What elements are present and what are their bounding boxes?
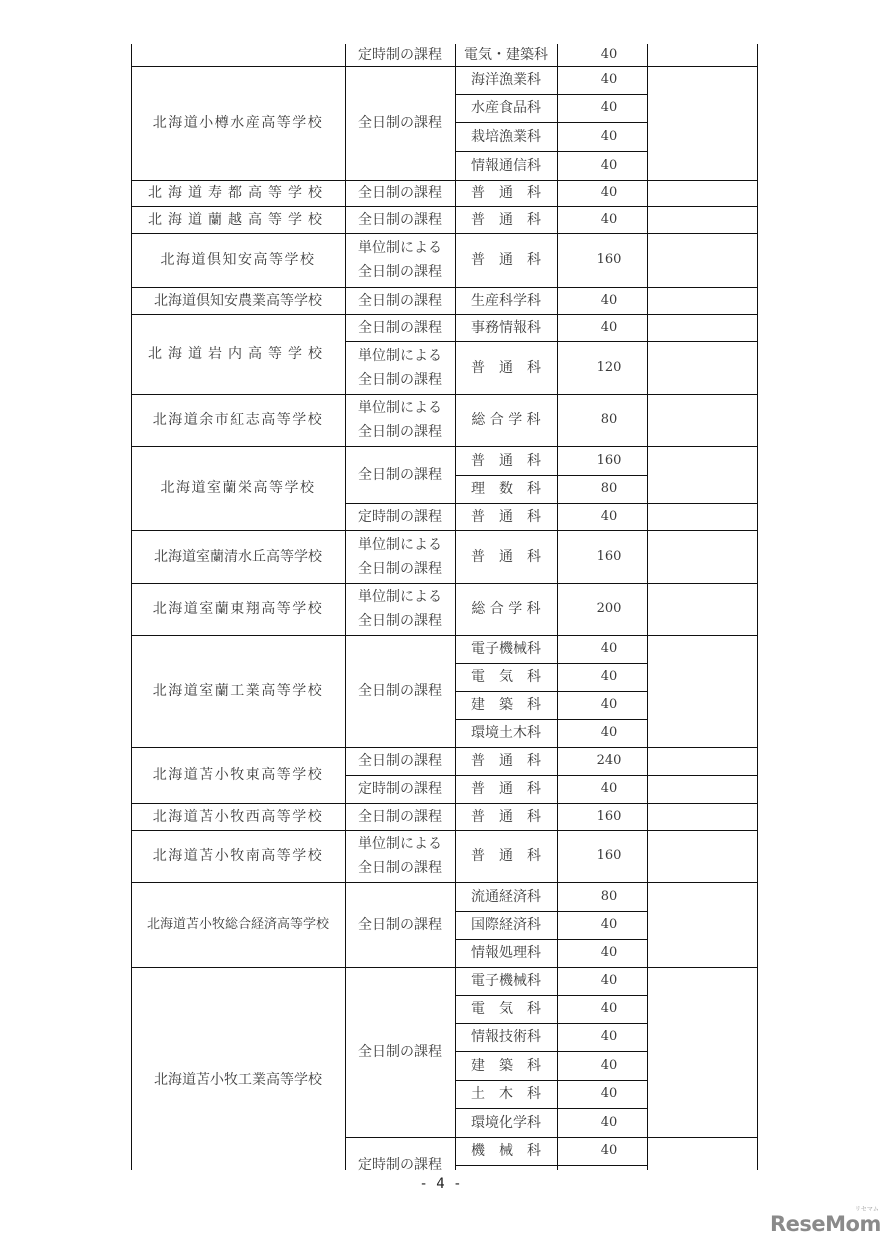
course-type-line: 全日制の課程 <box>358 264 442 280</box>
course-type <box>345 882 455 967</box>
course-type-line: 全日制の課程 <box>358 424 442 440</box>
department-name: 普 通 科 <box>471 359 541 376</box>
capacity-value: 40 <box>600 945 618 960</box>
course-type-line: 全日制の課程 <box>358 115 442 131</box>
page-number: - 4 - <box>419 1176 462 1192</box>
department-name: 総 合 学 科 <box>471 412 541 428</box>
course-type <box>345 287 455 314</box>
capacity-value: 40 <box>600 781 618 796</box>
department-name: 電 気 科 <box>471 1001 541 1017</box>
course-type-line: 定時制の課程 <box>358 508 442 525</box>
capacity-value: 40 <box>600 1029 618 1044</box>
course-type-line: 全日制の課程 <box>358 560 442 577</box>
department-name: 電 気 科 <box>471 669 541 685</box>
logo-ruby: リセマム <box>854 1206 879 1213</box>
department-name: 土 木 科 <box>471 1086 541 1102</box>
school-name: 北海道余市紅志高等学校 <box>152 412 324 428</box>
department-name: 建 築 科 <box>471 697 541 713</box>
course-type-line: 全日制の課程 <box>358 753 442 769</box>
department-name: 普 通 科 <box>471 508 541 525</box>
school-name: 北海道苫小牧西高等学校 <box>152 808 324 825</box>
department-name: 普 通 科 <box>471 848 541 864</box>
capacity-value: 120 <box>596 359 622 375</box>
department-name: 普 通 科 <box>471 548 541 565</box>
course-type-line: 単位制による <box>358 240 442 256</box>
capacity-value: 40 <box>600 1057 618 1073</box>
school-name: 北海道苫小牧工業高等学校 <box>154 1072 322 1088</box>
capacity-value: 40 <box>600 1143 618 1158</box>
course-type-line: 全日制の課程 <box>358 860 442 876</box>
school-name: 北海道室蘭栄高等学校 <box>160 480 316 496</box>
course-type-line: 全日制の課程 <box>358 371 442 388</box>
department-name: 情報技術科 <box>471 1029 541 1045</box>
capacity-value: 40 <box>600 211 618 227</box>
capacity-value: 40 <box>600 1001 618 1016</box>
capacity-value: 40 <box>600 185 618 200</box>
capacity-value: 40 <box>600 917 618 932</box>
department-name: 電子機械科 <box>471 973 541 989</box>
capacity-value: 160 <box>596 808 622 824</box>
capacity-value: 40 <box>600 641 618 656</box>
capacity-value: 40 <box>600 100 618 115</box>
department-name: 電子機械科 <box>471 641 541 657</box>
capacity-value: 200 <box>596 601 622 616</box>
course-type-line: 定時制の課程 <box>358 1157 442 1173</box>
department-name: 普 通 科 <box>471 211 541 228</box>
capacity-value: 160 <box>596 548 622 564</box>
department-name: 水産食品科 <box>471 100 541 116</box>
capacity-value: 40 <box>600 157 618 173</box>
capacity-value: 80 <box>600 481 618 496</box>
department-name: 事務情報科 <box>471 319 541 336</box>
department-name: 国際経済科 <box>471 917 541 933</box>
school-name: 北海道苫小牧南高等学校 <box>152 848 324 864</box>
department-name: 総 合 学 科 <box>471 601 541 617</box>
department-name: 建 築 科 <box>471 1057 541 1074</box>
course-type <box>345 180 455 206</box>
capacity-value: 160 <box>596 252 622 267</box>
course-type-line: 全日制の課程 <box>358 185 442 201</box>
capacity-value: 40 <box>600 128 618 144</box>
rule-line <box>757 44 758 1170</box>
course-type-line: 定時制の課程 <box>358 781 442 797</box>
course-type <box>345 967 455 1137</box>
school-name: 北海道室蘭清水丘高等学校 <box>154 548 322 565</box>
department-name: 栽培漁業科 <box>471 128 541 145</box>
capacity-value: 40 <box>600 319 618 335</box>
school-name: 北海道倶知安農業高等学校 <box>154 292 322 309</box>
course-type <box>345 747 455 775</box>
department-name: 普 通 科 <box>471 781 541 797</box>
course-type-line: 全日制の課程 <box>358 319 442 336</box>
course-type-line: 単位制による <box>358 536 442 553</box>
department-name: 流通経済科 <box>471 888 541 905</box>
course-type-line: 単位制による <box>358 400 442 416</box>
course-type <box>345 803 455 830</box>
rule-line <box>647 44 648 1170</box>
department-name: 情報通信科 <box>471 157 541 174</box>
course-type-line: 全日制の課程 <box>358 613 442 629</box>
department-name: 普 通 科 <box>471 252 541 268</box>
department-name: 海洋漁業科 <box>471 72 541 88</box>
resemom-logo <box>770 1206 881 1236</box>
capacity-value: 160 <box>596 848 622 863</box>
department-name: 普 通 科 <box>471 452 541 469</box>
school-name: 北海道寿都高等学校 <box>148 185 328 201</box>
school-name: 北海道苫小牧総合経済高等学校 <box>146 916 329 932</box>
capacity-value: 240 <box>596 753 622 768</box>
school-name: 北海道室蘭工業高等学校 <box>152 683 324 699</box>
department-name: 環境土木科 <box>471 725 541 741</box>
department-name: 普 通 科 <box>471 185 541 201</box>
course-type <box>345 635 455 747</box>
course-type-line: 全日制の課程 <box>358 808 442 825</box>
course-type <box>345 446 455 503</box>
course-type <box>345 775 455 803</box>
department-name: 理 数 科 <box>471 481 541 497</box>
department-name: 機 械 科 <box>471 1143 541 1159</box>
course-type <box>345 44 455 66</box>
course-type <box>345 314 455 341</box>
course-type-line: 全日制の課程 <box>358 292 442 309</box>
school-name: 北海道小樽水産高等学校 <box>152 115 324 131</box>
course-type <box>345 206 455 233</box>
capacity-value: 40 <box>600 508 618 524</box>
capacity-value: 40 <box>600 697 618 712</box>
department-name: 電気・建築科 <box>464 47 548 63</box>
course-type-line: 定時制の課程 <box>358 47 442 63</box>
department-name: 環境化学科 <box>471 1114 541 1131</box>
capacity-value: 40 <box>600 725 618 740</box>
course-type-line: 全日制の課程 <box>358 211 442 228</box>
capacity-value: 40 <box>600 47 618 62</box>
capacity-value: 40 <box>600 669 618 684</box>
course-type <box>345 503 455 530</box>
course-type <box>345 394 455 446</box>
course-type <box>345 341 455 394</box>
capacity-value: 80 <box>600 888 618 904</box>
course-type-line: 単位制による <box>358 836 442 852</box>
department-name: 普 通 科 <box>471 808 541 825</box>
school-name: 北海道室蘭東翔高等学校 <box>152 601 324 617</box>
capacity-value: 80 <box>600 412 618 427</box>
course-type <box>345 66 455 180</box>
capacity-value: 40 <box>600 292 618 308</box>
course-type-line: 全日制の課程 <box>358 683 442 699</box>
department-name: 情報処理科 <box>471 945 541 961</box>
department-name: 普 通 科 <box>471 753 541 769</box>
course-type-line: 全日制の課程 <box>358 466 442 483</box>
course-type-line: 全日制の課程 <box>358 916 442 933</box>
course-type <box>345 583 455 635</box>
capacity-value: 40 <box>600 1114 618 1130</box>
course-type-line: 単位制による <box>358 347 442 364</box>
department-name: 生産科学科 <box>471 292 541 309</box>
capacity-value: 40 <box>600 72 618 87</box>
logo-text: ReseMom <box>770 1212 881 1236</box>
school-name: 北海道苫小牧東高等学校 <box>152 767 324 783</box>
course-type-line: 全日制の課程 <box>358 1044 442 1060</box>
school-name: 北海道倶知安高等学校 <box>160 252 316 268</box>
course-type <box>345 233 455 287</box>
course-type-line: 単位制による <box>358 589 442 605</box>
capacity-value: 40 <box>600 973 618 988</box>
course-type <box>345 1153 455 1177</box>
capacity-value: 40 <box>600 1086 618 1101</box>
course-type <box>345 530 455 583</box>
school-name: 北海道蘭越高等学校 <box>148 211 328 228</box>
school-name: 北海道岩内高等学校 <box>148 346 328 362</box>
capacity-value: 160 <box>596 452 622 468</box>
rule-line <box>455 1165 648 1166</box>
course-type <box>345 830 455 882</box>
